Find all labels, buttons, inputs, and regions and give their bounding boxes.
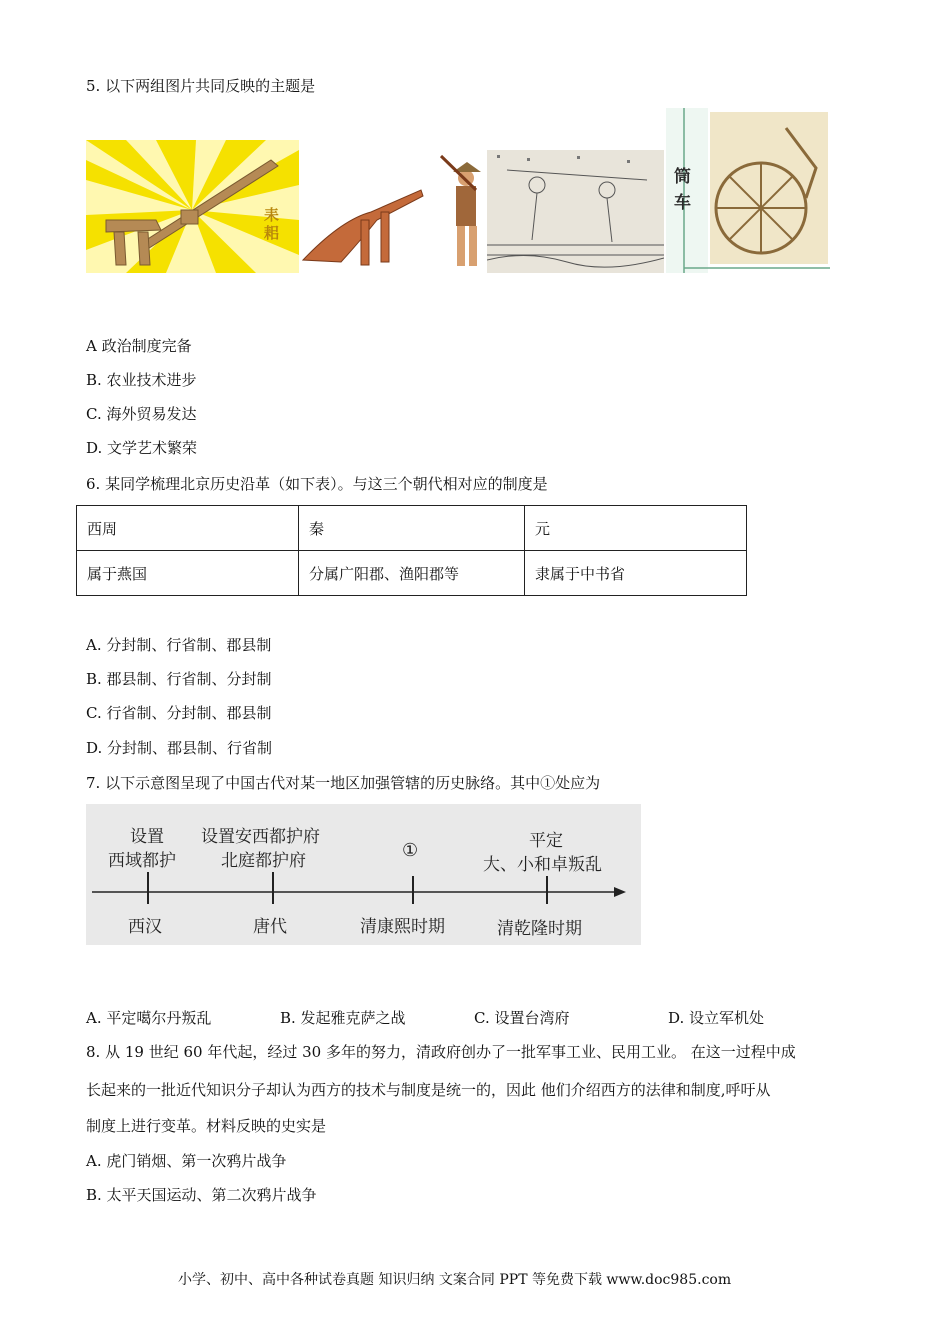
table-header-yuan: 元	[525, 506, 747, 551]
table-cell: 隶属于中书省	[525, 551, 747, 596]
q6-option-b[interactable]: B. 郡县制、行省制、分封制	[86, 670, 272, 688]
q8-stem-line-3: 制度上进行变革。材料反映的史实是	[86, 1117, 327, 1135]
q7-option-b[interactable]: B. 发起雅克萨之战	[280, 1009, 406, 1027]
table-header-xizhou: 西周	[77, 506, 299, 551]
q6-option-a[interactable]: A. 分封制、行省制、郡县制	[86, 636, 272, 654]
timeline-event-1-top: 设置	[130, 827, 164, 847]
tongche-label: 筒车	[674, 167, 691, 213]
q8-stem-line-2: 长起来的一批近代知识分子却认为西方的技术与制度是统一的，因此 他们介绍西方的法律和制度,呼吁从	[86, 1081, 771, 1099]
plow-image	[301, 150, 485, 273]
q6-stem: 6. 某同学梳理北京历史沿革（如下表）。与这三个朝代相对应的制度是	[86, 475, 548, 493]
page-footer: 小学、初中、高中各种试卷真题 知识归纳 文案合同 PPT 等免费下载 www.doc985.com	[178, 1272, 732, 1288]
q5-stem: 5. 以下两组图片共同反映的主题是	[86, 77, 316, 95]
table-cell: 分属广阳郡、渔阳郡等	[299, 551, 525, 596]
history-table	[76, 505, 747, 596]
q8-option-a[interactable]: A. 虎门销烟、第一次鸦片战争	[86, 1152, 287, 1170]
q5-option-a[interactable]: A 政治制度完备	[86, 337, 192, 355]
timeline-event-3-period: 清康熙时期	[360, 917, 445, 937]
q7-option-a[interactable]: A. 平定噶尔丹叛乱	[86, 1009, 212, 1027]
table-cell: 属于燕国	[77, 551, 299, 596]
timeline-event-3-label: ①	[402, 840, 419, 861]
tongche-image	[666, 108, 830, 273]
q6-option-d[interactable]: D. 分封制、郡县制、行省制	[86, 739, 273, 757]
q7-option-c[interactable]: C. 设置台湾府	[474, 1009, 570, 1027]
timeline-diagram	[86, 804, 641, 945]
timeline-event-2-period: 唐代	[253, 917, 287, 937]
timeline-event-4-label: 大、小和卓叛乱	[483, 855, 602, 875]
table-row	[77, 506, 747, 551]
woodcut-image	[487, 150, 664, 273]
q6-option-c[interactable]: C. 行省制、分封制、郡县制	[86, 704, 272, 722]
q5-option-d[interactable]: D. 文学艺术繁荣	[86, 439, 198, 457]
q7-stem: 7. 以下示意图呈现了中国古代对某一地区加强管辖的历史脉络。其中①处应为	[86, 774, 601, 792]
q5-option-b[interactable]: B. 农业技术进步	[86, 371, 197, 389]
timeline-event-2-top: 设置安西都护府	[201, 827, 320, 847]
table-row	[77, 551, 747, 596]
q5-option-c[interactable]: C. 海外贸易发达	[86, 405, 197, 423]
timeline-event-4-top: 平定	[529, 831, 563, 851]
leisi-image	[86, 140, 299, 273]
timeline-event-2-label: 北庭都护府	[221, 851, 306, 871]
table-header-qin: 秦	[299, 506, 525, 551]
q8-stem-line-1: 8. 从 19 世纪 60 年代起，经过 30 多年的努力，清政府创办了一批军事工业、民用工业。 在这一过程中成	[86, 1043, 796, 1061]
timeline-event-4-period: 清乾隆时期	[497, 919, 582, 939]
q7-option-d[interactable]: D. 设立军机处	[668, 1009, 765, 1027]
leisi-label: 耒耜	[264, 206, 280, 242]
timeline-event-1-period: 西汉	[128, 917, 162, 937]
q8-option-b[interactable]: B. 太平天国运动、第二次鸦片战争	[86, 1186, 317, 1204]
timeline-event-1-label: 西域都护	[108, 851, 176, 871]
